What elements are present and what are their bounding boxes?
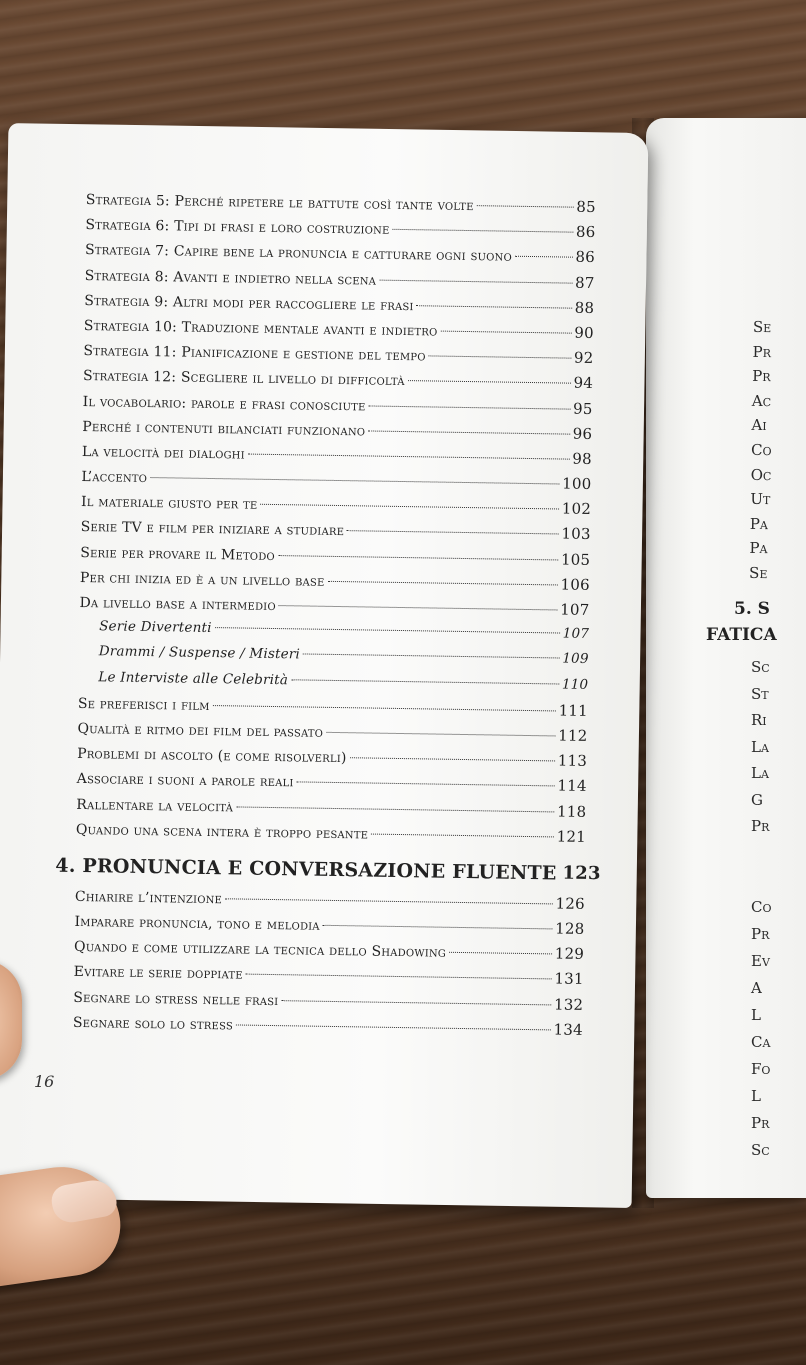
toc-entry-title: L’accento xyxy=(81,469,148,487)
toc-entry-page: 95 xyxy=(572,399,593,418)
dot-leader xyxy=(347,531,558,535)
toc-entry-page: 129 xyxy=(554,944,585,964)
right-page-top-list xyxy=(749,318,774,589)
dot-leader xyxy=(279,605,557,610)
toc-entry-title: Il materiale giusto per te xyxy=(80,494,258,513)
toc-entry-page: 113 xyxy=(557,751,588,771)
toc-entry-title: Qualità e ritmo dei film del passato xyxy=(77,720,324,741)
toc-entry-title: Il vocabolario: parole e frasi conosciute xyxy=(82,393,366,414)
right-fragment: Pr xyxy=(751,925,770,943)
page-number: 16 xyxy=(34,1072,55,1091)
toc-entry-title: Chiarire l’intenzione xyxy=(74,888,223,908)
dot-leader xyxy=(323,925,552,930)
right-fragment: Ut xyxy=(750,489,771,509)
toc-entry-title: 4. PRONUNCIA E CONVERSAZIONE FLUENTE xyxy=(55,854,557,885)
toc-entry-page: 132 xyxy=(553,995,584,1014)
dot-leader xyxy=(215,627,560,633)
toc-entry-title: Quando e come utilizzare la tecnica dello Shadowing xyxy=(73,939,447,961)
dot-leader xyxy=(328,581,558,586)
dot-leader xyxy=(440,331,571,334)
toc-entry-page: 134 xyxy=(553,1020,584,1039)
toc-entry-page: 86 xyxy=(575,248,596,267)
toc-entry-page: 102 xyxy=(561,499,592,519)
toc-entry-page: 100 xyxy=(562,474,592,494)
right-page-mid-list xyxy=(751,658,770,844)
dot-leader xyxy=(291,679,559,684)
right-fragment: Ri xyxy=(751,711,767,729)
toc-entry-page: 112 xyxy=(558,726,588,745)
toc-entry-title: Serie per provare il Metodo xyxy=(80,544,276,564)
right-fragment: Pr xyxy=(751,817,770,835)
toc-entry-title: Segnare lo stress nelle frasi xyxy=(73,989,279,1009)
right-fragment: St xyxy=(751,684,769,703)
dot-leader xyxy=(408,380,571,384)
toc-entry-title: Serie Divertenti xyxy=(99,618,212,637)
toc-entry-page: 103 xyxy=(561,524,591,544)
toc-entry-title: Strategia 10: Traduzione mentale avanti e indietro xyxy=(83,317,438,340)
toc-entry-page: 126 xyxy=(555,894,585,913)
right-fragment: G xyxy=(751,790,763,809)
right-fragment: La xyxy=(751,737,769,756)
right-fragment: Se xyxy=(748,563,768,583)
dot-leader xyxy=(368,430,570,434)
toc-entry-page: 88 xyxy=(574,298,595,317)
right-chapter-heading xyxy=(706,596,777,648)
right-fragment: Pa xyxy=(749,514,769,533)
toc-entry-page: 96 xyxy=(572,424,593,443)
right-fragment: Pr xyxy=(752,367,771,386)
right-fragment: Ev xyxy=(751,952,770,970)
toc-entry-title: Associare i suoni a parole reali xyxy=(76,771,294,791)
toc-entry-page: 87 xyxy=(574,273,595,292)
right-fragment: A xyxy=(751,979,762,997)
toc-entry-title: Segnare solo lo stress xyxy=(72,1014,234,1034)
table-of-contents xyxy=(55,190,601,1046)
dot-leader xyxy=(278,555,558,560)
right-fragment: Sc xyxy=(751,1141,770,1159)
dot-leader xyxy=(303,654,559,659)
dot-leader xyxy=(449,952,552,955)
right-fragment: Sc xyxy=(751,658,770,676)
toc-entry-title: Strategia 12: Scegliere il livello di difficoltà xyxy=(82,368,405,390)
right-fragment: Se xyxy=(752,317,772,337)
dot-leader xyxy=(369,405,571,409)
toc-entry-page: 128 xyxy=(555,919,585,938)
right-fragment: Pa xyxy=(749,539,768,558)
toc-entry-page: 98 xyxy=(572,449,592,468)
dot-leader xyxy=(379,279,572,283)
toc-entry-page: 85 xyxy=(576,197,596,217)
dot-leader xyxy=(236,806,554,812)
right-fragment: L xyxy=(751,1006,761,1024)
dot-leader xyxy=(429,356,571,359)
toc-entry-page: 107 xyxy=(560,600,590,619)
right-fragment: La xyxy=(751,764,769,782)
dot-leader xyxy=(246,974,552,980)
toc-entry-page: 123 xyxy=(562,862,601,885)
dot-leader xyxy=(393,229,573,233)
right-page-bottom-list xyxy=(751,898,772,1168)
toc-entry-page: 111 xyxy=(558,701,589,720)
toc-entry-title: Serie TV e film per iniziare a studiare xyxy=(80,519,345,540)
toc-entry-page: 90 xyxy=(574,323,594,342)
right-fragment: Oc xyxy=(750,465,772,484)
right-page xyxy=(646,118,806,1198)
toc-entry-page: 86 xyxy=(575,222,596,242)
toc-entry-page: 106 xyxy=(560,575,591,594)
toc-entry-page: 107 xyxy=(562,625,590,643)
toc-entry-page: 109 xyxy=(562,650,589,668)
dot-leader xyxy=(297,782,555,787)
right-chapter-line1: 5. S xyxy=(734,599,770,619)
dot-leader xyxy=(225,898,553,904)
toc-entry-title: Perché i contenuti bilanciati funzionano xyxy=(82,418,366,440)
dot-leader xyxy=(515,256,573,258)
dot-leader xyxy=(477,205,574,208)
toc-entry-title: Quando una scena intera è troppo pesante xyxy=(75,821,369,843)
right-chapter-line2: FATICA xyxy=(706,625,777,645)
toc-entry-title: Per chi inizia ed è a un livello base xyxy=(79,569,325,590)
toc-entry-title: Strategia 5: Perché ripetere le battute così tante volte xyxy=(85,191,474,215)
toc-entry-title: Strategia 8: Avanti e indietro nella scena xyxy=(84,267,377,289)
toc-entry-title: Rallentare la velocità xyxy=(76,796,234,815)
dot-leader xyxy=(248,453,570,459)
right-fragment: L xyxy=(751,1087,761,1105)
right-fragment: Co xyxy=(751,898,772,916)
dot-leader xyxy=(417,305,572,308)
toc-entry-page: 94 xyxy=(573,373,594,393)
toc-entry-title: Da livello base a intermedio xyxy=(79,594,276,615)
right-fragment: Ca xyxy=(751,1033,771,1051)
toc-entry-page: 114 xyxy=(557,776,587,796)
dot-leader xyxy=(236,1024,551,1030)
toc-entry-title: Problemi di ascolto (e come risolverli) xyxy=(77,746,347,767)
dot-leader xyxy=(260,504,558,510)
toc-entry-page: 105 xyxy=(560,550,591,569)
toc-entry-page: 92 xyxy=(573,348,594,368)
toc-entry-title: Strategia 11: Pianificazione e gestione del tempo xyxy=(83,343,426,365)
right-fragment: Fo xyxy=(751,1060,771,1078)
right-fragment: Ai xyxy=(751,416,767,435)
toc-entry-title: Se preferisci i film xyxy=(77,695,210,714)
toc-entry-page: 110 xyxy=(561,676,589,693)
toc-entry-title: Le Interviste alle Celebrità xyxy=(98,668,289,688)
toc-entry-title: Drammi / Suspense / Misteri xyxy=(98,643,301,663)
toc-entry-title: Strategia 6: Tipi di frasi e loro costruzione xyxy=(85,217,390,238)
dot-leader xyxy=(326,732,555,737)
right-fragment: Ac xyxy=(751,391,772,410)
toc-entry-title: Imparare pronuncia, tono e melodia xyxy=(74,913,320,934)
toc-entry-title: Strategia 9: Altri modi per raccogliere le frasi xyxy=(84,292,414,314)
toc-entry-title: Evitare le serie doppiate xyxy=(73,964,243,983)
right-fragment: Pr xyxy=(752,342,772,361)
toc-entry-page: 121 xyxy=(556,827,587,846)
right-fragment: Pr xyxy=(751,1114,770,1132)
toc-entry-page: 131 xyxy=(554,969,584,989)
toc-entry-title: La velocità dei dialoghi xyxy=(81,443,245,463)
dot-leader xyxy=(350,757,555,761)
dot-leader xyxy=(371,833,553,837)
toc-entry-title: Strategia 7: Capire bene la pronuncia e catturare ogni suono xyxy=(84,242,513,266)
dot-leader xyxy=(150,477,559,484)
right-fragment: Co xyxy=(750,440,772,460)
dot-leader xyxy=(213,705,556,711)
toc-entry-page: 118 xyxy=(556,801,587,821)
dot-leader xyxy=(281,1000,551,1005)
